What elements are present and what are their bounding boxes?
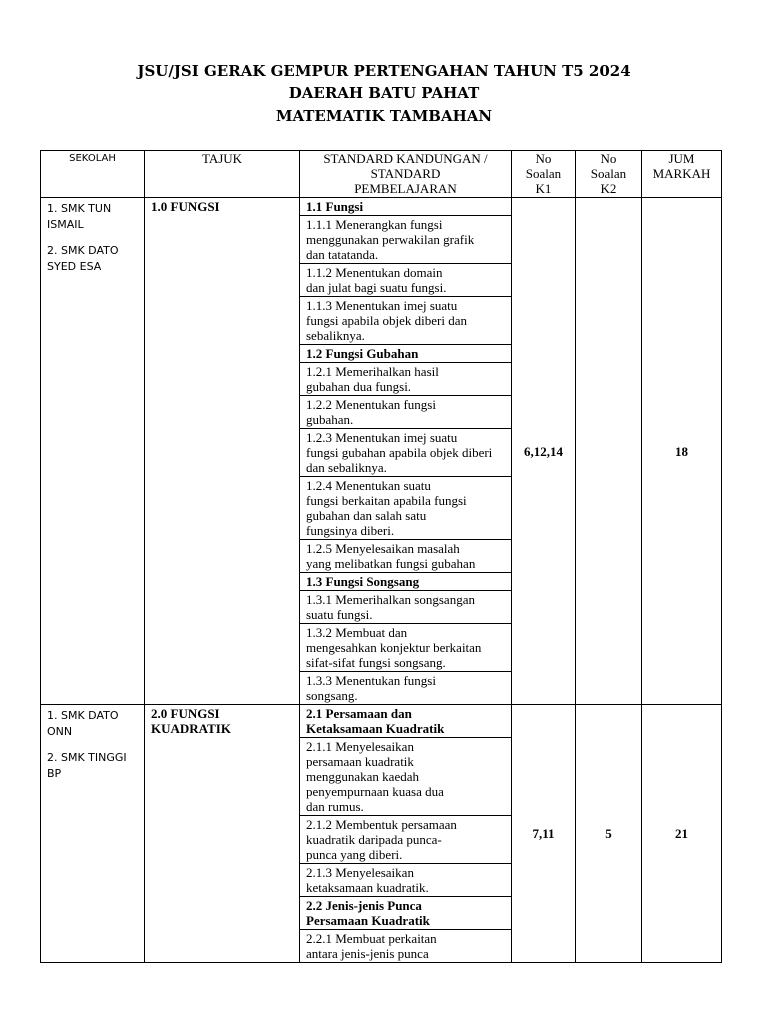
learning-standard [300, 930, 512, 963]
learning-standard [300, 738, 512, 816]
learning-standard [300, 429, 512, 477]
text-line: 1.3.1 Memerihalkan songsangan [306, 592, 475, 607]
text-line: 2. SMK DATO [47, 244, 119, 257]
text-line: 1.2.5 Menyelesaikan masalah [306, 541, 460, 556]
text-line: sebaliknya. [306, 328, 365, 343]
text-line: sifat-sifat fungsi songsang. [306, 655, 446, 670]
text-line: KUADRATIK [151, 721, 231, 736]
text-line: persamaan kuadratik [306, 754, 414, 769]
text-line: penyempurnaan kuasa dua [306, 784, 444, 799]
text-line: yang melibatkan fungsi gubahan [306, 556, 476, 571]
text-line: 2.1 Persamaan dan [306, 706, 412, 721]
header-line: K1 [535, 181, 552, 196]
header-line: JUM [668, 151, 695, 166]
k1-question-numbers: 6,12,14 [512, 198, 576, 705]
header-line: PEMBELAJARAN [354, 181, 457, 196]
school-name [47, 708, 138, 740]
learning-standard [300, 591, 512, 624]
learning-standard [300, 363, 512, 396]
learning-standard [300, 864, 512, 897]
text-line: 1.2 Fungsi Gubahan [306, 346, 419, 361]
text-line: 2.0 FUNGSI [151, 706, 220, 721]
learning-standard [300, 477, 512, 540]
text-line: 1.0 FUNGSI [151, 199, 220, 214]
text-line: BP [47, 767, 62, 780]
header-line: No [600, 151, 617, 166]
column-header-tajuk: TAJUK [145, 151, 300, 198]
exam-spec-table [40, 150, 722, 963]
text-line: gubahan dan salah satu [306, 508, 427, 523]
learning-standard [300, 396, 512, 429]
standard-heading [300, 345, 512, 363]
text-line: 2.2 Jenis-jenis Punca [306, 898, 422, 913]
header-line: Soalan [525, 166, 562, 181]
text-line: dan tatatanda. [306, 247, 379, 262]
text-line: 2.1.3 Menyelesaikan [306, 865, 414, 880]
text-line: menggunakan perwakilan grafik [306, 232, 475, 247]
learning-standard [300, 672, 512, 705]
column-header-sekolah: SEKOLAH [41, 151, 145, 198]
standard-heading [300, 573, 512, 591]
document-title: JSU/JSI GERAK GEMPUR PERTENGAHAN TAHUN T5 2024 [137, 62, 631, 80]
header-line: STANDARD KANDUNGAN / [323, 151, 488, 166]
column-header-standard [300, 151, 512, 198]
text-line: 1.1.1 Menerangkan fungsi [306, 217, 443, 232]
header-line: No [535, 151, 552, 166]
table-body [41, 198, 722, 963]
text-line: 1.3.2 Membuat dan [306, 625, 408, 640]
text-line: punca yang diberi. [306, 847, 403, 862]
column-header-k1 [512, 151, 576, 198]
text-line: ISMAIL [47, 218, 84, 231]
table-row [41, 198, 722, 216]
k2-question-numbers: 5 [576, 705, 642, 963]
text-line: dan rumus. [306, 799, 364, 814]
text-line: dan julat bagi suatu fungsi. [306, 280, 447, 295]
learning-standard [300, 540, 512, 573]
text-line: 1.1.2 Menentukan domain [306, 265, 443, 280]
text-line: 1.2.4 Menentukan suatu [306, 478, 431, 493]
text-line: menggunakan kaedah [306, 769, 419, 784]
column-header-jum-markah [642, 151, 722, 198]
text-line: SYED ESA [47, 260, 102, 273]
text-line: antara jenis-jenis punca [306, 946, 429, 961]
header-line: MARKAH [652, 166, 711, 181]
table-header-row [41, 151, 722, 198]
text-line: songsang. [306, 688, 358, 703]
header-line: K2 [600, 181, 617, 196]
text-line: 1.2.3 Menentukan imej suatu [306, 430, 458, 445]
text-line: 1. SMK TUN [47, 202, 112, 215]
learning-standard [300, 816, 512, 864]
header-line: STANDARD [370, 166, 441, 181]
standard-heading [300, 705, 512, 738]
text-line: 1.2.2 Menentukan fungsi [306, 397, 436, 412]
text-line: fungsi apabila objek diberi dan [306, 313, 468, 328]
text-line: 1.1.3 Menentukan imej suatu [306, 298, 458, 313]
subject-title: MATEMATIK TAMBAHAN [275, 107, 493, 125]
text-line: 1.2.1 Memerihalkan hasil [306, 364, 439, 379]
column-header-k2 [576, 151, 642, 198]
total-marks: 21 [642, 705, 722, 963]
text-line: 2.1.2 Membentuk persamaan [306, 817, 457, 832]
learning-standard [300, 624, 512, 672]
text-line: fungsi berkaitan apabila fungsi [306, 493, 467, 508]
total-marks: 18 [642, 198, 722, 705]
text-line: 2.2.1 Membuat perkaitan [306, 931, 437, 946]
k2-question-numbers [576, 198, 642, 705]
standard-heading [300, 897, 512, 930]
text-line: Persamaan Kuadratik [306, 913, 430, 928]
school-cell [41, 705, 145, 963]
school-name [47, 750, 138, 782]
text-line: 1.3 Fungsi Songsang [306, 574, 420, 589]
text-line: dan sebaliknya. [306, 460, 387, 475]
text-line: fungsinya diberi. [306, 523, 395, 538]
header-line: Soalan [590, 166, 627, 181]
district-title: DAERAH BATU PAHAT [288, 84, 480, 102]
text-line: 1.1 Fungsi [306, 199, 364, 214]
topic-cell [145, 705, 300, 963]
learning-standard [300, 216, 512, 264]
text-line: mengesahkan konjektur berkaitan [306, 640, 482, 655]
table-row [41, 705, 722, 738]
text-line: ketaksamaan kuadratik. [306, 880, 429, 895]
text-line: Ketaksamaan Kuadratik [306, 721, 445, 736]
text-line: 2. SMK TINGGI [47, 751, 127, 764]
k1-question-numbers: 7,11 [512, 705, 576, 963]
text-line: ONN [47, 725, 73, 738]
text-line: fungsi gubahan apabila objek diberi [306, 445, 493, 460]
text-line: 1.3.3 Menentukan fungsi [306, 673, 436, 688]
text-line: 1. SMK DATO [47, 709, 119, 722]
text-line: suatu fungsi. [306, 607, 373, 622]
text-line: kuadratik daripada punca- [306, 832, 442, 847]
text-line: gubahan dua fungsi. [306, 379, 412, 394]
text-line: gubahan. [306, 412, 354, 427]
learning-standard [300, 264, 512, 297]
text-line: 2.1.1 Menyelesaikan [306, 739, 414, 754]
school-name [47, 243, 138, 275]
topic-cell [145, 198, 300, 705]
school-name [47, 201, 138, 233]
standard-heading [300, 198, 512, 216]
learning-standard [300, 297, 512, 345]
school-cell [41, 198, 145, 705]
